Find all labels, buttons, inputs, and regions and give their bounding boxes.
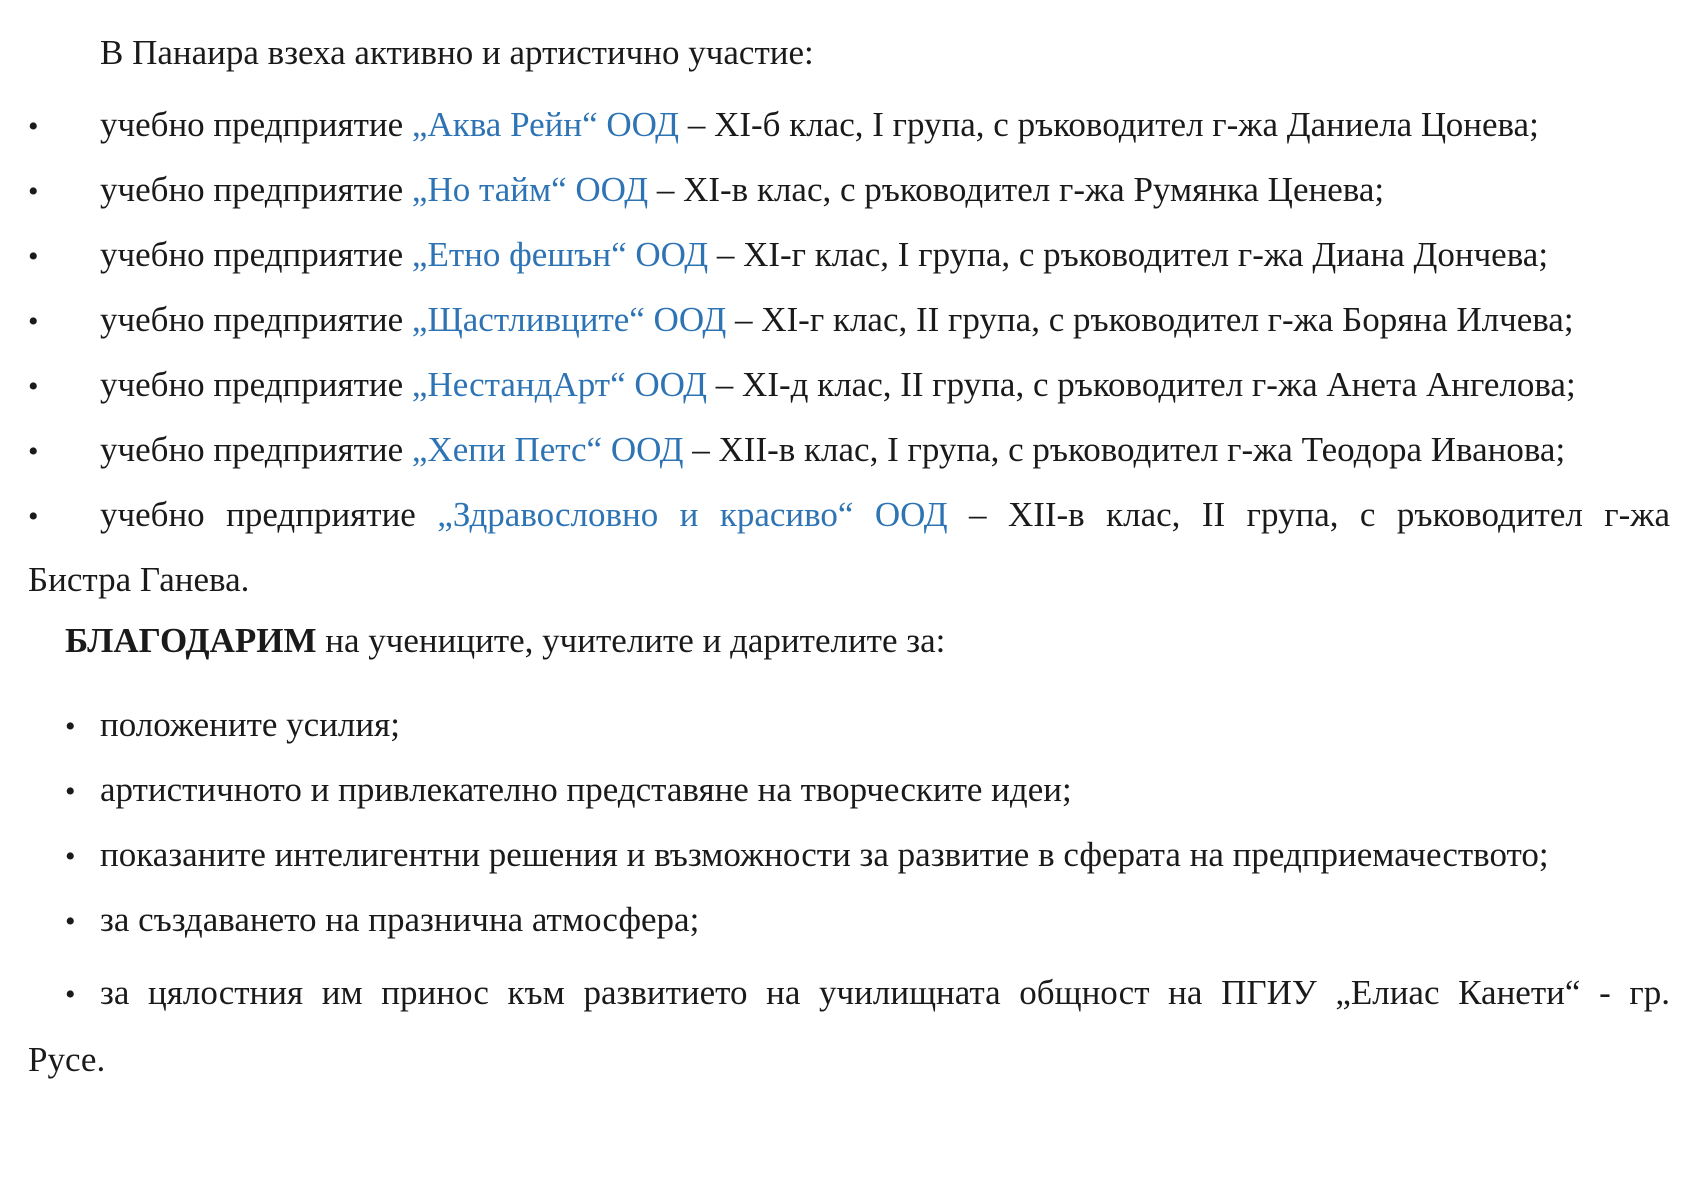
reason-continuation: Русе. xyxy=(28,1040,106,1079)
reason-text: артистичното и привлекателно представяне на творческите идеи; xyxy=(100,770,1072,809)
participant-line xyxy=(100,172,1384,207)
company-name: „Хепи Петс“ ООД xyxy=(411,430,684,469)
bullet-icon: • xyxy=(65,710,76,743)
participant-details: – XI-б клас, I група, с ръководител г-жа Даниела Цонева; xyxy=(679,105,1539,144)
company-name: „Аква Рейн“ ООД xyxy=(411,105,680,144)
bullet-icon: • xyxy=(28,110,39,143)
reason-text: за създаването на празнична атмосфера; xyxy=(100,900,700,939)
participant-prefix: учебно предприятие xyxy=(100,300,412,339)
thanks-heading: БЛАГОДАРИМ xyxy=(65,621,317,660)
participant-prefix: учебно предприятие xyxy=(100,365,412,404)
bullet-icon: • xyxy=(28,305,39,338)
participant-details: – XI-г клас, I група, с ръководител г-жа Диана Дончева; xyxy=(708,235,1549,274)
company-name: „Щастливците“ ООД xyxy=(411,300,727,339)
bullet-icon: • xyxy=(65,905,76,938)
participant-line xyxy=(100,107,1539,142)
thanks-text: на учениците, учителите и дарителите за: xyxy=(316,621,946,660)
bullet-icon: • xyxy=(28,370,39,403)
participant-prefix: учебно предприятие xyxy=(100,170,412,209)
participant-line xyxy=(100,237,1548,272)
participant-line xyxy=(100,302,1574,337)
thanks-paragraph xyxy=(65,623,945,658)
participant-details: – XI-в клас, с ръководител г-жа Румянка Ценева; xyxy=(648,170,1385,209)
company-name: „Здравословно и красиво“ ООД xyxy=(437,495,948,534)
reason-text: за цялостния им принос към развитието на училищната общност на ПГИУ „Елиас Канети“ - гр. xyxy=(100,973,1670,1012)
bullet-icon: • xyxy=(28,435,39,468)
bullet-icon: • xyxy=(65,840,76,873)
company-name: „Но тайм“ ООД xyxy=(411,170,649,209)
reason-text: показаните интелигентни решения и възможности за развитие в сферата на предприемачеството; xyxy=(100,835,1549,874)
participant-details: – XI-г клас, II група, с ръководител г-жа Боряна Илчева; xyxy=(726,300,1574,339)
participant-details: – XI-д клас, II група, с ръководител г-жа Анета Ангелова; xyxy=(707,365,1576,404)
bullet-icon: • xyxy=(28,500,39,533)
participant-prefix: учебно предприятие xyxy=(100,430,412,469)
bullet-icon: • xyxy=(28,175,39,208)
company-name: „НестандАрт“ ООД xyxy=(411,365,708,404)
participant-line xyxy=(100,367,1576,402)
participant-details: – XII-в клас, II група, с ръководител г-жа xyxy=(947,495,1670,534)
bullet-icon: • xyxy=(65,978,76,1011)
participant-prefix: учебно предприятие xyxy=(100,235,412,274)
bullet-icon: • xyxy=(28,240,39,273)
reason-text: положените усилия; xyxy=(100,705,400,744)
participant-prefix: учебно предприятие xyxy=(100,495,438,534)
bullet-icon: • xyxy=(65,775,76,808)
participant-line xyxy=(100,432,1565,467)
participant-details: – XII-в клас, I група, с ръководител г-жа Теодора Иванова; xyxy=(683,430,1566,469)
participant-line xyxy=(100,497,1670,532)
participant-prefix: учебно предприятие xyxy=(100,105,412,144)
participant-continuation: Бистра Ганева. xyxy=(28,560,250,599)
intro-paragraph: В Панаира взеха активно и артистично участие: xyxy=(100,33,814,72)
company-name: „Етно фешън“ ООД xyxy=(411,235,709,274)
